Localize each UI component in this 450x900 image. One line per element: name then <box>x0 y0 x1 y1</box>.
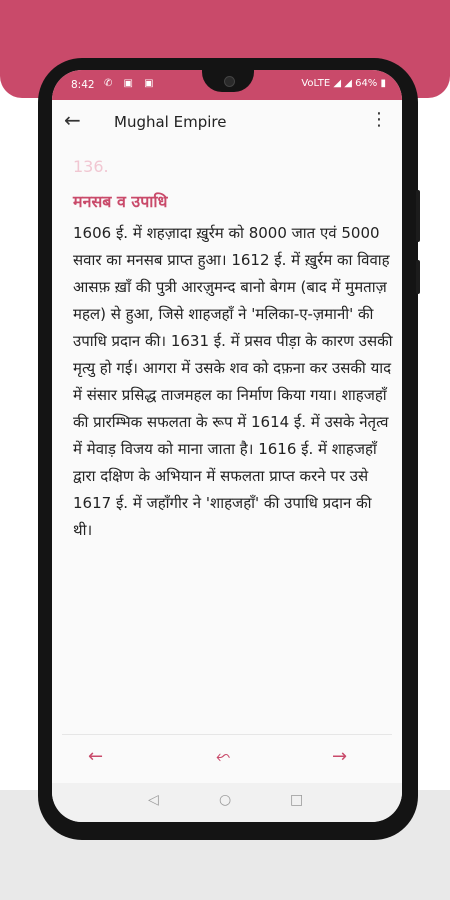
bottom-navigation <box>52 738 402 778</box>
overflow-menu-icon[interactable]: ⋮ <box>370 109 388 130</box>
status-right-icons: VoLTE ◢ ◢ 64% ▮ <box>301 78 386 89</box>
question-number: 136. <box>73 157 109 176</box>
status-notification-icons: ✆ ▣ ▣ <box>104 78 158 89</box>
article-heading: मनसब व उपाधि <box>73 192 168 211</box>
status-time: 8:42 <box>71 79 95 91</box>
system-navigation-bar <box>52 783 402 822</box>
system-recent-icon[interactable]: □ <box>290 792 304 808</box>
camera-icon <box>224 76 235 87</box>
phone-screen <box>52 70 402 822</box>
article-paragraph: 1606 ई. में शहज़ादा ख़ुर्रम को 8000 जात एवं 5000 सवार का मनसब प्राप्त हुआ। 1612 ई. में ख़ुर्रम का विवाह आसफ़ ख़ाँ की पुत्री आरज़ुमन्द बानो बेगम (बाद में मुमताज़ महल) से हुआ, जिसे शाहजहाँ ने 'मलिका-ए-ज़मानी' की उपाधि प्रदान की। 1631 ई. में प्रसव पीड़ा के कारण उसकी मृत्यु हो गई। आगरा में उसके शव को दफ़ना कर उसकी याद में संसार प्रसिद्ध ताजमहल का निर्माण किया गया। शाहजहाँ की प्रारम्भिक सफलता के रूप में 1614 ई. में उसके नेतृत्व में मेवाड़ विजय को माना जाता है। 1616 ई. में शाहजहाँ द्वारा दक्षिण के अभियान में सफलता प्राप्त करने पर उसे 1617 ई. में जहाँगीर ने 'शाहजहाँ' की उपाधि प्रदान की थी। <box>73 224 393 539</box>
share-icon[interactable]: ⬿ <box>216 746 231 767</box>
phone-side-button <box>416 190 420 242</box>
previous-arrow-icon[interactable]: ← <box>88 746 104 767</box>
bottom-divider <box>62 734 392 735</box>
back-arrow-icon[interactable]: ← <box>64 108 81 132</box>
article-content <box>73 157 393 544</box>
next-arrow-icon[interactable]: → <box>332 746 348 767</box>
system-back-icon[interactable]: ◁ <box>148 792 159 808</box>
camera-notch <box>202 70 254 92</box>
app-toolbar <box>52 100 402 144</box>
system-home-icon[interactable]: ○ <box>219 792 232 808</box>
status-bar <box>52 70 402 100</box>
app-title: Mughal Empire <box>114 113 227 131</box>
phone-side-button-2 <box>416 260 420 294</box>
